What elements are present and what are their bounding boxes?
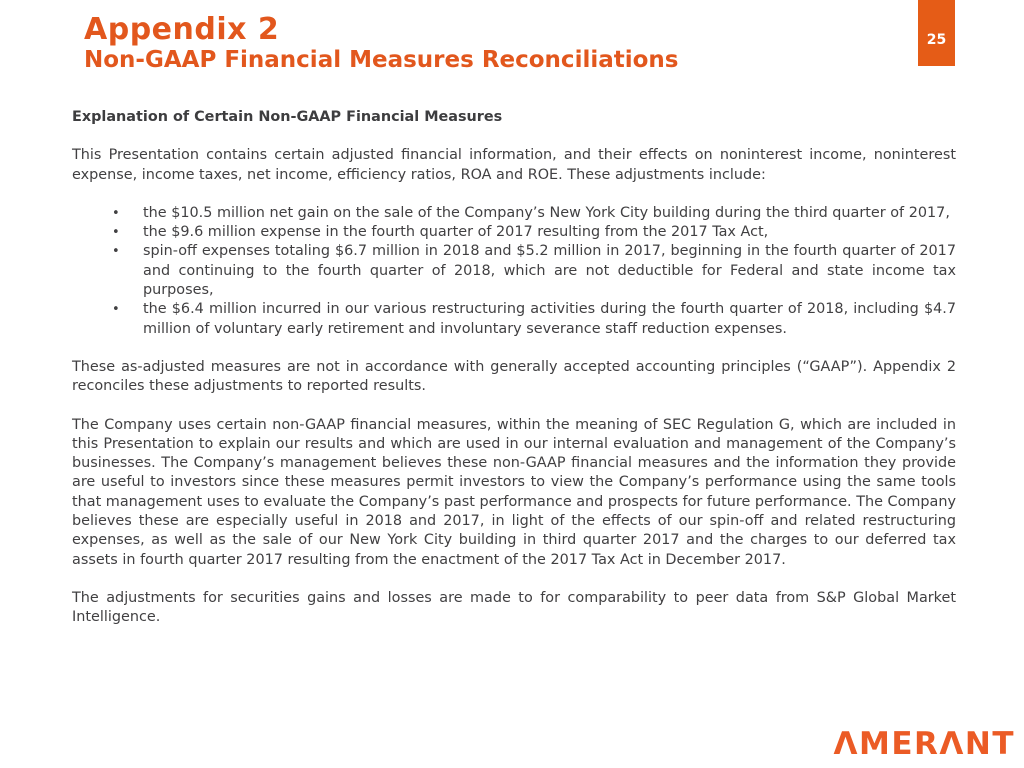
list-item-tax-act-expense: • the $9.6 million expense in the fourth quarter of 2017 resulting from the 2017 Tax Act, bbox=[143, 223, 956, 242]
page-number: 25 bbox=[926, 31, 947, 48]
list-item-restructuring: • the $6.4 million incurred in our various restructuring activities during the fourth quarter of 2018, including $4.7 million of voluntary early retirement and involuntary severance staff reduction expenses. bbox=[143, 300, 956, 339]
slide-body bbox=[72, 108, 956, 647]
paragraph-securities: The adjustments for securities gains and losses are made to for comparability to peer data from S&P Global Market Intelligence. bbox=[72, 589, 956, 626]
section-heading: Explanation of Certain Non-GAAP Financial Measures bbox=[72, 109, 503, 125]
paragraph-gaap: These as-adjusted measures are not in accordance with generally accepted accounting principles (“GAAP”). Appendix 2 reconciles these adjustments to reported results. bbox=[72, 358, 956, 395]
adjustments-list bbox=[72, 204, 956, 339]
list-item-spinoff-expenses: • spin-off expenses totaling $6.7 million in 2018 and $5.2 million in 2017, beginning in the fourth quarter of 2017 and continuing to the fourth quarter of 2018, which are not deductible for Federal and state income tax purposes, bbox=[143, 242, 956, 300]
slide-header bbox=[84, 13, 679, 74]
list-item-nyc-gain: • the $10.5 million net gain on the sale of the Company’s New York City building during the third quarter of 2017, bbox=[143, 204, 956, 223]
slide-subtitle: Non-GAAP Financial Measures Reconciliations bbox=[84, 47, 679, 73]
paragraph-usage: The Company uses certain non-GAAP financial measures, within the meaning of SEC Regulation G, which are included in this Presentation to explain our results and which are used in our internal evaluation and management of the Company’s businesses. The Company’s management believes these non-GAAP financial measures and the information they provide are useful to investors since these measures permit investors to view the Company’s performance using the same tools that management uses to evaluate the Company’s past performance and prospects for future performance. The Company believes these are especially useful in 2018 and 2017, in light of the effects of our spin-off and related restructuring expenses, as well as the sale of our New York City building in third quarter 2017 and the charges to our deferred tax assets in fourth quarter 2017 resulting from the enactment of the 2017 Tax Act in December 2017. bbox=[72, 416, 956, 568]
amerant-logo: ΛMERΛNT bbox=[833, 726, 1015, 762]
page-number-badge bbox=[918, 0, 955, 66]
paragraph-intro: This Presentation contains certain adjusted financial information, and their effects on noninterest income, noninterest expense, income taxes, net income, efficiency ratios, ROA and ROE. These adjustments include: bbox=[72, 147, 956, 183]
slide-title: Appendix 2 bbox=[84, 12, 280, 47]
